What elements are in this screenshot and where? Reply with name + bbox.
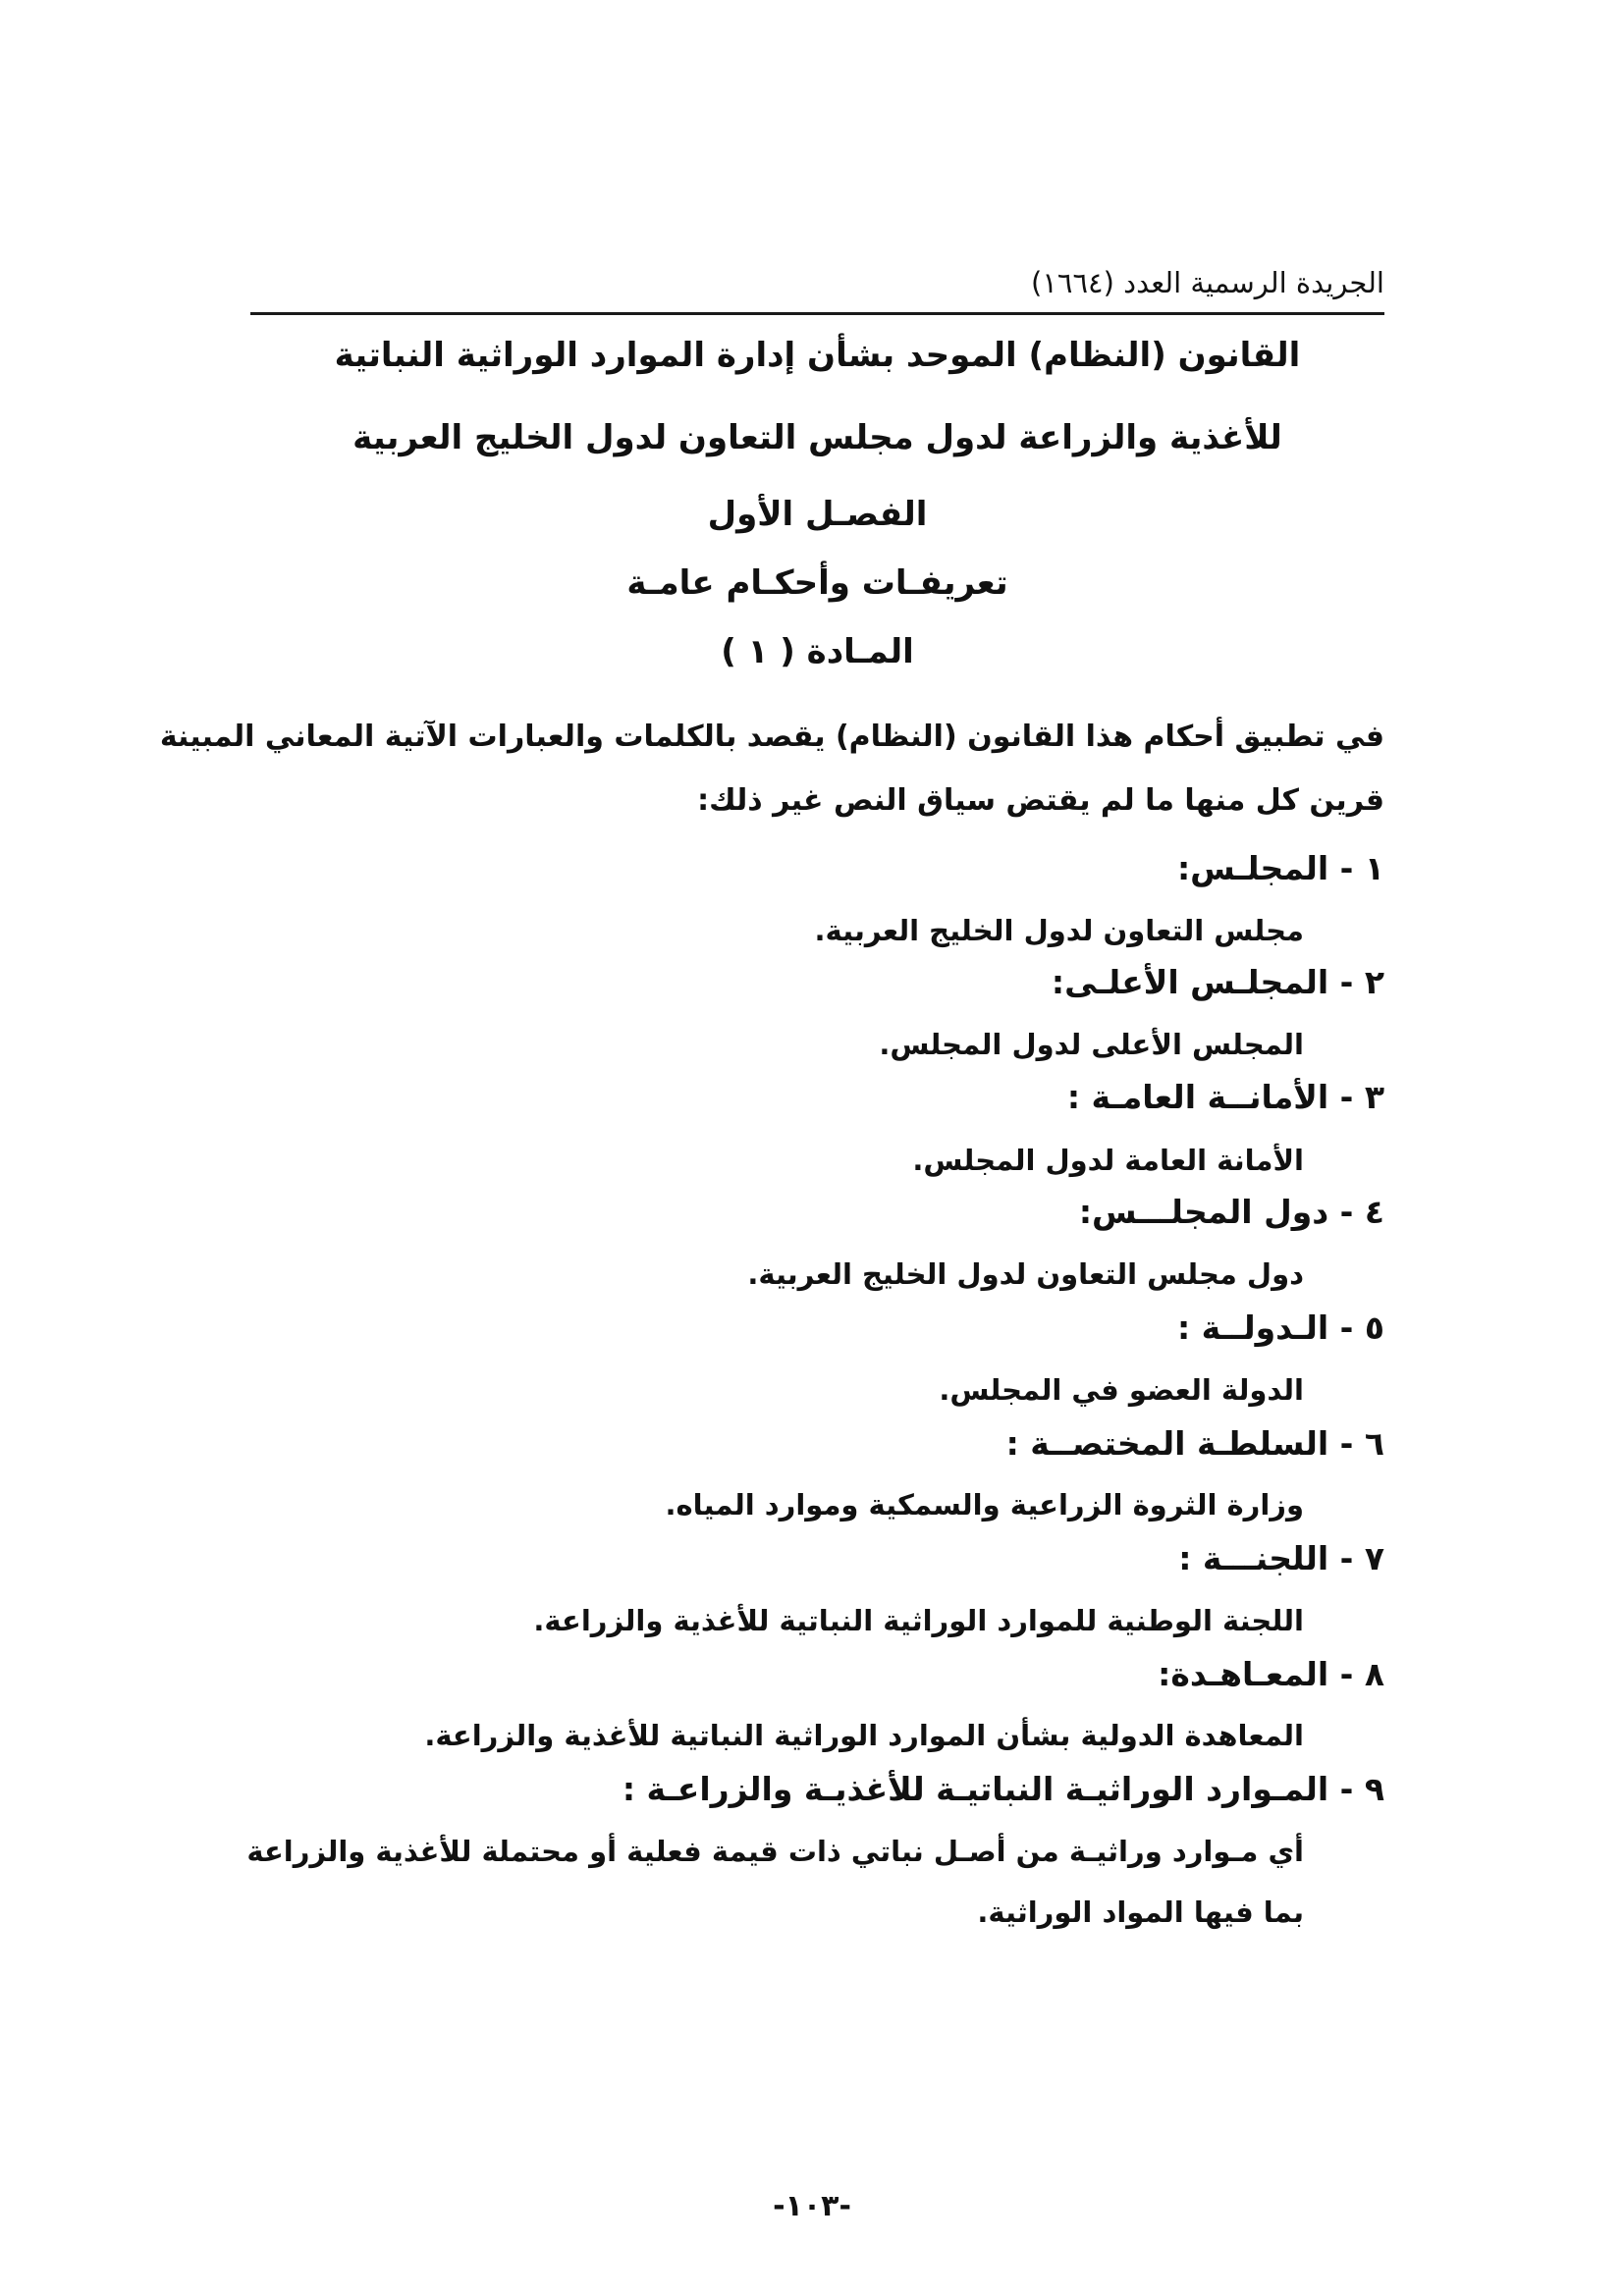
intro-paragraph-line-1: في تطبيق أحكام هذا القانون (النظام) يقصد بالكلمات والعبارات الآتية المعاني المبينة [159,720,1384,754]
article-heading: المـادة ( ١ ) [721,632,914,671]
definition-text-9-line-2: بما فيها المواد الوراثية. [977,1896,1304,1929]
definition-term-1: ١ - المجلـس: [1176,849,1384,887]
definition-term-6: ٦ - السلطـة المختصــة : [1005,1424,1384,1463]
law-title-line-1: القانون (النظام) الموحد بشأن إدارة الموارد الوراثية النباتية [334,336,1301,375]
definition-term-7: ٧ - اللجنـــة : [1178,1539,1384,1577]
definition-term-4: ٤ - دول المجلـــس: [1078,1193,1384,1231]
definition-text-7: اللجنة الوطنية للموارد الوراثية النباتية للأغذية والزراعة. [533,1604,1304,1637]
intro-paragraph-line-2: قرين كل منها ما لم يقتض سياق النص غير ذلك: [697,783,1384,818]
definition-term-2: ٢ - المجلـس الأعلـى: [1051,963,1384,1001]
definition-term-9: ٩ - المـوارد الوراثيـة النباتيـة للأغذيـة والزراعـة : [622,1770,1384,1808]
definition-text-9-line-1: أي مـوارد وراثيـة من أصـل نباتي ذات قيمة فعلية أو محتملة للأغذية والزراعة [246,1835,1304,1868]
chapter-title: تعريفـات وأحكـام عامـة [626,563,1008,603]
definition-text-2: المجلس الأعلى لدول المجلس. [879,1028,1304,1061]
page-number: -١٠٣- [773,2189,851,2223]
definition-term-3: ٣ - الأمانــة العامـة : [1066,1078,1384,1116]
definition-text-3: الأمانة العامة لدول المجلس. [912,1144,1304,1177]
definition-term-8: ٨ - المعـاهـدة: [1158,1655,1384,1693]
definition-text-1: مجلس التعاون لدول الخليج العربية. [814,914,1304,947]
chapter-heading: الفصـل الأول [707,495,928,534]
definition-text-5: الدولة العضو في المجلس. [939,1373,1304,1407]
definition-text-4: دول مجلس التعاون لدول الخليج العربية. [747,1257,1304,1291]
definition-term-5: ٥ - الـدولــة : [1176,1308,1384,1347]
definition-text-8: المعاهدة الدولية بشأن الموارد الوراثية النباتية للأغذية والزراعة. [424,1719,1304,1752]
law-title-line-2: للأغذية والزراعة لدول مجلس التعاون لدول الخليج العربية [352,418,1282,457]
definition-text-6: وزارة الثروة الزراعية والسمكية وموارد المياه. [665,1488,1304,1522]
page-header [250,257,1384,315]
gazette-issue-label: الجريدة الرسمية العدد (١٦٦٤) [1031,266,1384,299]
